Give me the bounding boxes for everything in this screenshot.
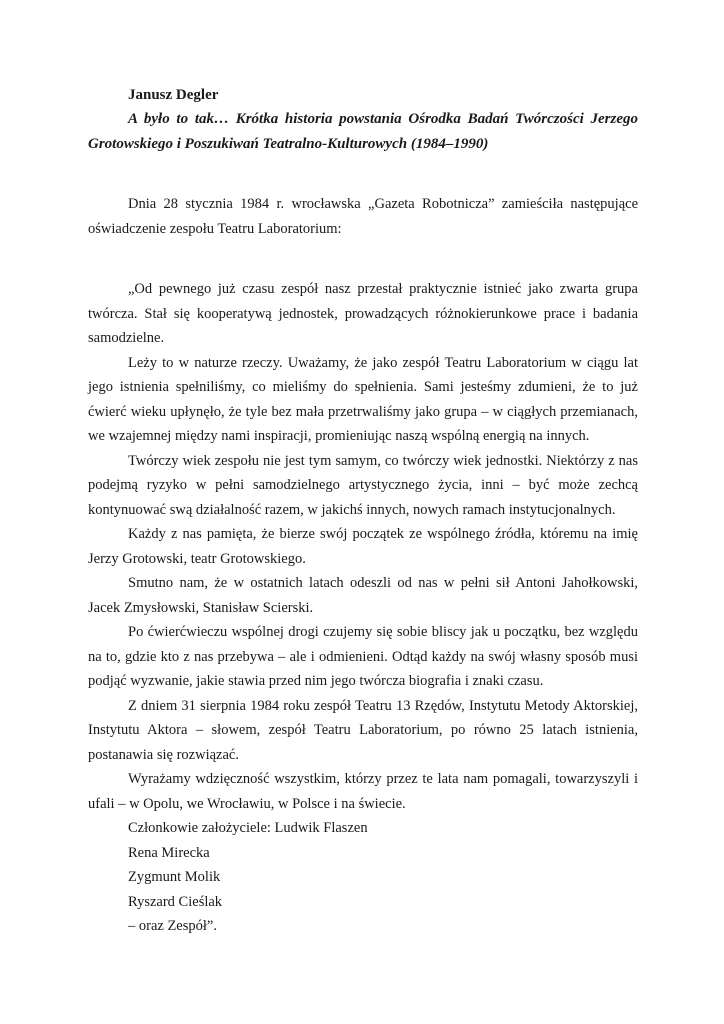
signature-line: Rena Mirecka [128, 844, 210, 861]
statement-paragraph: „Od pewnego już czasu zespół nasz przestał praktycznie istnieć jako zwarta grupa twórcza. Stał się kooperatywą jednostek, prowadzących różnokierunkowe prace i badania samodzielne. [88, 281, 638, 346]
author-name: Janusz Degler [128, 87, 219, 103]
statement-paragraph: Leży to w naturze rzeczy. Uważamy, że jako zespół Teatru Laboratorium w ciągu lat jego istnienia spełniliśmy, co mieliśmy do spełnienia. Sami jesteśmy zdumieni, że to już ćwierć wieku upłynęło, że tyle bez mała przetrwaliśmy jako grupa – w ciągłych przemianach, we wzajemnej między nami inspiracji, promieniując naszą wspólną energią na innych. [88, 354, 638, 444]
statement-paragraph: Twórczy wiek zespołu nie jest tym samym, co twórczy wiek jednostki. Niektórzy z nas podejmą ryzyko w pełni samodzielnego artystycznego życia, inni – być może zechcą kontynuować swą działalność razem, w jakichś innych, nowych ramach instytucjonalnych. [88, 452, 638, 518]
statement-paragraph: Smutno nam, że w ostatnich latach odeszli od nas w pełni sił Antoni Jahołkowski, Jacek Zmysłowski, Stanisław Scierski. [88, 575, 638, 616]
statement-paragraph: Po ćwierćwieczu wspólnej drogi czujemy się sobie bliscy jak u początku, bez względu na to, gdzie kto z nas przebywa – ale i odmienieni. Odtąd każdy na swój własny sposób musi podjąć wyzwanie, jakie stawia przed nim jego twórcza biografia i znaki czasu. [88, 624, 638, 689]
signature-line: Ryszard Cieślak [128, 893, 223, 910]
document-page [88, 83, 638, 939]
signature-block [88, 816, 638, 939]
document-title: A było to tak… Krótka historia powstania Ośrodka Badań Twórczości Jerzego Grotowskiego i Poszukiwań Teatralno-Kulturowych (1984–1990) [88, 111, 638, 152]
intro-paragraph: Dnia 28 stycznia 1984 r. wrocławska „Gazeta Robotnicza” zamieściła następujące oświadczenie zespołu Teatru Laboratorium: [88, 196, 638, 237]
statement-paragraph: Każdy z nas pamięta, że bierze swój początek ze wspólnego źródła, któremu na imię Jerzy Grotowski, teatr Grotowskiego. [88, 526, 638, 567]
signature-line: Zygmunt Molik [128, 869, 221, 885]
signature-line: – oraz Zespół”. [128, 918, 217, 934]
statement-paragraph: Wyrażamy wdzięczność wszystkim, którzy przez te lata nam pomagali, towarzyszyli i ufali – w Opolu, we Wrocławiu, w Polsce i na świecie. [88, 771, 638, 812]
signature-line: Członkowie założyciele: Ludwik Flaszen [128, 820, 368, 836]
statement-quote [88, 277, 638, 939]
statement-paragraph: Z dniem 31 sierpnia 1984 roku zespół Teatru 13 Rzędów, Instytutu Metody Aktorskiej, Instytutu Aktora – słowem, zespół Teatru Laboratorium, po równo 25 latach istnienia, postanawia się rozwiązać. [88, 697, 638, 763]
